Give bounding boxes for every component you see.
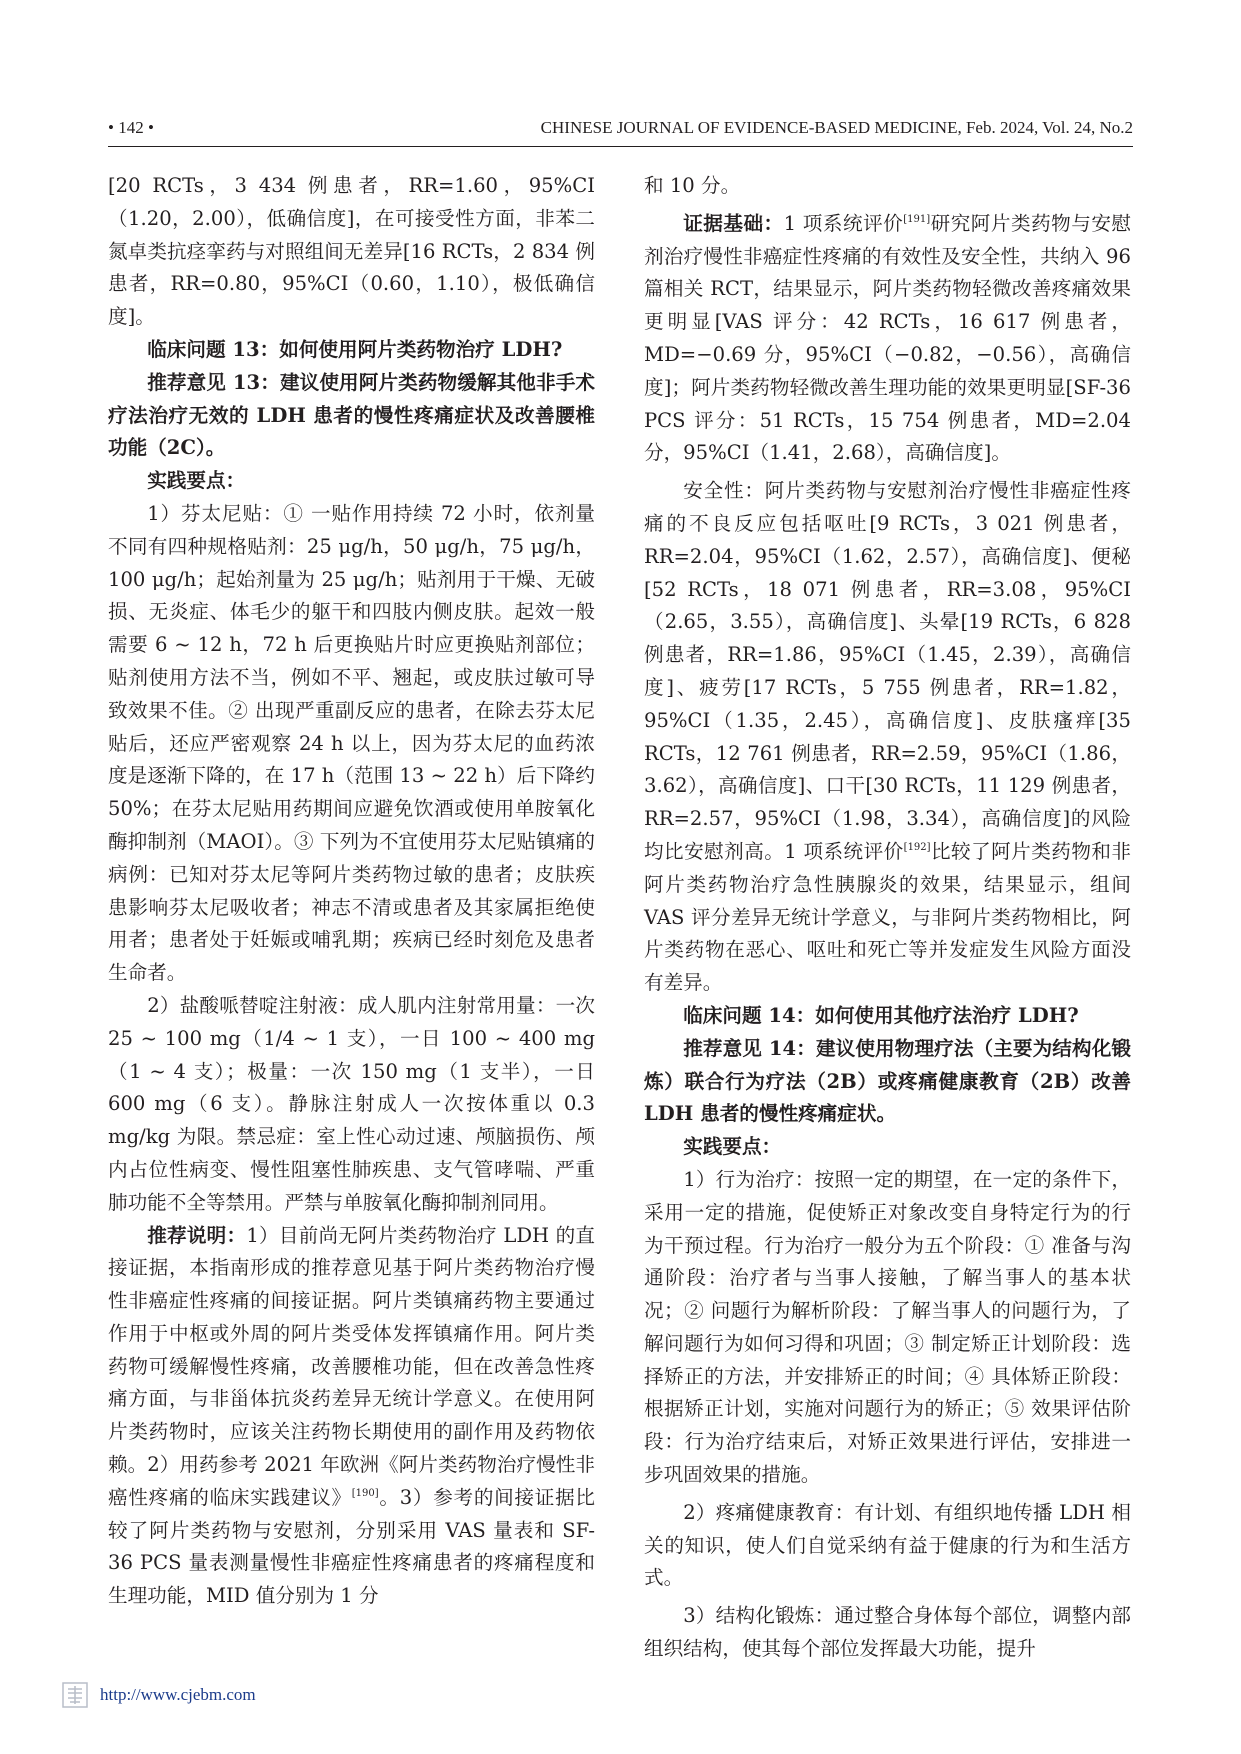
paragraph-continued: 和 10 分。 (644, 174, 741, 197)
recommendation-14 (644, 1033, 1131, 1131)
paragraph-pain-education: 2）疼痛健康教育：有计划、有组织地传播 LDH 相关的知识，使人们自觉采纳有益于健康的行为和生活方式。 (644, 1500, 1131, 1590)
recommendation-13-text: 推荐意见 13：建议使用阿片类药物缓解其他非手术疗法治疗无效的 LDH 患者的慢性疼痛症状及改善腰椎功能（2C）。 (108, 370, 595, 460)
paragraph-pethidine: 2）盐酸哌替啶注射液：成人肌内注射常用量：一次 25 ~ 100 mg（1/4 ~ 1 支），一日 100 ~ 400 mg（1 ~ 4 支）；极量：一次 150 mg（1 支半），一日 600 mg（6 支）。静脉注射成人一次按体重以 0.3 mg/kg 为限。禁忌症：室上性心动过速、颅脑损伤、颅内占位性病变、慢性阻塞性肺疾患、支气管哮喘、严重肺功能不全等禁用。严禁与单胺氧化酶抑制剂同用。 (108, 993, 595, 1214)
journal-url-link[interactable]: http://www.cjebm.com (100, 1685, 256, 1704)
clinical-question-13 (108, 334, 595, 367)
citation-190[interactable]: [190] (351, 1487, 379, 1499)
right-column (644, 170, 1131, 1666)
paragraph-fentanyl: 1）芬太尼贴：① 一贴作用持续 72 小时，依剂量不同有四种规格贴剂：25 μg/h，50 μg/h，75 μg/h，100 μg/h；起始剂量为 25 μg/h；贴剂用于干燥、无破损、无炎症、体毛少的躯干和四肢内侧皮肤。起效一般需要 6 ~ 12 h，72 h 后更换贴片时应更换贴剂部位；贴剂使用方法不当，例如不平、翘起，或皮肤过敏可导致效果不佳。② 出现严重副反应的患者，在除去芬太尼贴后，还应严密观察 24 h 以上，因为芬太尼的血药浓度是逐渐下降的，在 17 h（范围 13 ~ 22 h）后下降约 50%；在芬太尼贴用药期间应避免饮酒或使用单胺氧化酶抑制剂（MAOI）。③ 下列为不宜使用芬太尼贴镇痛的病例：已知对芬太尼等阿片类药物过敏的患者；皮肤疾患影响芬太尼吸收者；神志不清或患者及其家属拒绝使用者；患者处于妊娠或哺乳期；疾病已经时刻危及患者生命者。 (108, 501, 595, 985)
recommendation-note-text-b: 。3）参考的间接证据比较了阿片类药物与安慰剂，分别采用 VAS 量表和 SF-36 PCS 量表测量慢性非癌症性疼痛患者的疼痛程度和生理功能，MID 值分别为 1 分 (108, 1485, 596, 1608)
running-header (108, 118, 1133, 148)
practice-points-label: 实践要点： (147, 469, 246, 493)
journal-title: CHINESE JOURNAL OF EVIDENCE-BASED MEDICINE, Feb. 2024, Vol. 24, No.2 (540, 118, 1133, 137)
practice-points-heading (108, 465, 595, 498)
clinical-question-14-text: 临床问题 14：如何使用其他疗法治疗 LDH? (683, 1003, 1079, 1027)
recommendation-13 (108, 367, 595, 465)
evidence-base-label: 证据基础： (683, 211, 784, 235)
left-column (108, 170, 595, 1613)
practice-points-label: 实践要点： (683, 1135, 782, 1159)
clinical-question-14 (644, 1000, 1131, 1033)
journal-seal-icon (60, 1680, 90, 1710)
evidence-base-text-b: 研究阿片类药物与安慰剂治疗慢性非癌症性疼痛的有效性及安全性，共纳入 96 篇相关 RCT，结果显示，阿片类药物轻微改善疼痛效果更明显[VAS 评分：42 RCTs，16 617 例患者，MD=−0.69 分，95%CI（−0.82，−0.56），高确信度]；阿片类药物轻微改善生理功能的效果更明显[SF-36 PCS 评分：51 RCTs，15 754 例患者，MD=2.04 分，95%CI（1.41，2.68），高确信度]。 (644, 211, 1132, 465)
paragraph-continued: [20 RCTs，3 434 例患者，RR=1.60，95%CI（1.20，2.00），低确信度]，在可接受性方面，非苯二氮卓类抗痉挛药与对照组间无差异[16 RCTs，2 834 例患者，RR=0.80，95%CI（0.60，1.10），极低确信度]。 (108, 174, 595, 329)
page-number: • 142 • (108, 118, 154, 137)
recommendation-note-text-a: 1）目前尚无阿片类药物治疗 LDH 的直接证据，本指南形成的推荐意见基于阿片类药物治疗慢性非癌症性疼痛的间接证据。阿片类镇痛药物主要通过作用于中枢或外周的阿片类受体发挥镇痛作用。阿片类药物可缓解慢性疼痛，改善腰椎功能，但在改善急性疼痛方面，与非甾体抗炎药差异无统计学意义。在使用阿片类药物时，应该关注药物长期使用的副作用及药物依赖。2）用药参考 2021 年欧洲《阿片类药物治疗慢性非癌性疼痛的临床实践建议》 (108, 1223, 596, 1509)
recommendation-note-label: 推荐说明： (147, 1223, 247, 1247)
evidence-base-text-a: 1 项系统评价 (783, 211, 904, 235)
paragraph-structured-exercise: 3）结构化锻炼：通过整合身体每个部位，调整内部组织结构，使其每个部位发挥最大功能，提升 (644, 1604, 1131, 1661)
clinical-question-13-text: 临床问题 13：如何使用阿片类药物治疗 LDH? (147, 337, 563, 361)
safety-text-a: 安全性：阿片类药物与安慰剂治疗慢性非癌症性疼痛的不良反应包括呕吐[9 RCTs，3 021 例患者，RR=2.04，95%CI（1.62，2.57），高确信度]、便秘[52 RCTs，18 071 例患者，RR=3.08，95%CI（2.65，3.55），高确信度]、头晕[19 RCTs，6 828 例患者，RR=1.86，95%CI（1.45，2.39），高确信度]、疲劳[17 RCTs，5 755 例患者，RR=1.82，95%CI（1.35，2.45），高确信度]、皮肤瘙痒[35 RCTs，12 761 例患者，RR=2.59，95%CI（1.86，3.62），高确信度]、口干[30 RCTs，11 129 例患者，RR=2.57，95%CI（1.98，3.34），高确信度]的风险均比安慰剂高。1 项系统评价 (644, 479, 1131, 863)
safety-text-b: 比较了阿片类药物和非阿片类药物治疗急性胰腺炎的效果，结果显示，组间 VAS 评分差异无统计学意义，与非阿片类药物相比，阿片类药物在恶心、呕吐和死亡等并发症发生风险方面没有差异。 (644, 839, 1131, 995)
paragraph-behavior-therapy: 1）行为治疗：按照一定的期望，在一定的条件下，采用一定的措施，促使矫正对象改变自身特定行为的行为干预过程。行为治疗一般分为五个阶段：① 准备与沟通阶段：治疗者与当事人接触，了解当事人的基本状况；② 问题行为解析阶段：了解当事人的问题行为，了解问题行为如何习得和巩固；③ 制定矫正计划阶段：选择矫正的方法，并安排矫正的时间；④ 具体矫正阶段：根据矫正计划，实施对问题行为的矫正；⑤ 效果评估阶段：行为治疗结束后，对矫正效果进行评估，安排进一步巩固效果的措施。 (644, 1167, 1131, 1487)
recommendation-note (108, 1220, 595, 1614)
recommendation-14-text: 推荐意见 14：建议使用物理疗法（主要为结构化锻炼）联合行为疗法（2B）或疼痛健康教育（2B）改善 LDH 患者的慢性疼痛症状。 (644, 1036, 1131, 1126)
safety-paragraph (644, 475, 1131, 1000)
header-rule (108, 146, 1133, 147)
citation-191[interactable]: [191] (903, 213, 931, 225)
citation-192[interactable]: [192] (903, 841, 931, 853)
evidence-base (644, 208, 1131, 470)
practice-points-heading (644, 1131, 1131, 1164)
